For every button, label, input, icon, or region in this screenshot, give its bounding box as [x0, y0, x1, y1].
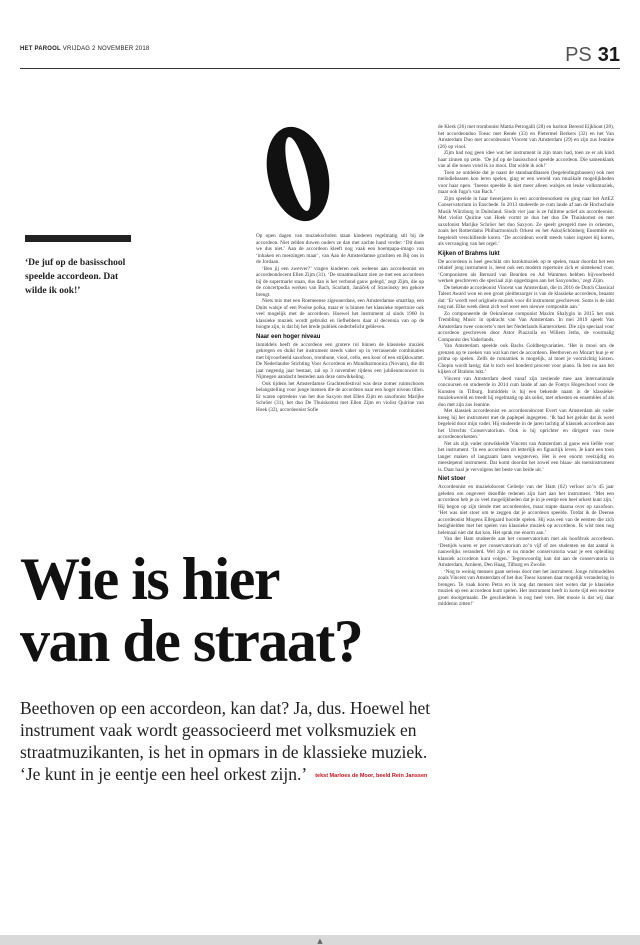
- paragraph: Van der Ham studeerde aan het conservatorium met als hoofdvak accordeon. ‘Destijds waren er per conservatorium zo’n vijf of zes studenten en dat aantal is nauwelijks veranderd. Wel zijn er nu minder conservatoria waar je een opleiding klassiek accordeon kunt volgen.’ Tegenwoordig kan dat aan de conservatoria in Amsterdam, Arnhem, Den Haag, Tilburg en Zwolle.: [438, 536, 614, 568]
- page-number: 31: [597, 44, 620, 66]
- byline-credit: tekst Marloes de Moor, beeld Rein Janssen: [315, 772, 428, 779]
- paragraph: de Klerk (26) met trombonist Mattia Petrogalli (28) en bariton Berend Eijkhout (28), het accordeonduo Toeac met Renée (33) en Pietermel Berkers (32) en het Van Amsterdam Duo met accordeonist Vincent van Amsterdam (29) en zijn zus Jeanine (26) op viool.: [438, 124, 614, 150]
- headline-line-2: van de straat?: [20, 608, 363, 674]
- intro-body: Beethoven op een accordeon, kan dat? Ja, dus. Hoewel het instrument vaak wordt geassocieerd met volksmuziek en straatmuzikanten, is het in opmars in de klassieke muziek. ‘Je kunt in je eentje een heel orkest zijn.’: [20, 698, 431, 784]
- paragraph: Net als zijn vader ontwikkelde Vincent van Amsterdam al gauw een liefde voor het instrument. ‘In een accordeon zit letterlijk en figuurlijk leven. Je kunt een toon langer maken of langzaam laten wegsterven. Het is een enorm veelzijdig en meeslepend instrument. Dat komt doordat het zowel een blaas- als toetsinstrument is. Daar haal je vervolgens het beste van beide uit.’: [438, 440, 614, 473]
- paragraph: Vincent van Amsterdam deed vanaf zijn zestiende mee aan internationale concoursen en studeerde in 2014 cum laude af aan de Fontys Hogeschool voor de Kunsten in Tilburg. Inmiddels is hij een bekende naam in de klassieke-muziekwereld en treedt hij regelmatig op als solist, met orkesten en ensembles of als duo met zijn zus Jeanine.: [438, 375, 614, 408]
- dropcap-o: [258, 122, 338, 226]
- paragraph: Niets mis met een Roemeense zigeunerdans, een Amsterdamse smartlap, een Duits walsje of een Poolse polka, maar er is binnen het klassieke repertoire ook veel mogelijk met de accordeon. Hoewel het instrument al sinds 1960 in klassieke muziek wordt gebruikt en liefhebbers daar al decennia van op de hoogte zijn, is dat bij het brede publiek onderbelicht gebleven.: [256, 298, 424, 330]
- paragraph: ‘Ben jij een zwerver?’ vragen kinderen ook weleens aan accordeonist en accordeondocent Ellen Zijm (31). ‘De straatmuzikant zien ze met een accordeon bij de supermarkt staan, dus dan is het verbond gauw gelegd,’ zegt Zijm, die op de concertpodia werken van Bach, Scarlatti, Janáček of Stravinsky ten gehore brengt.: [256, 265, 424, 298]
- paragraph: Met klassiek accordeonist en accordeondocent Evert van Amsterdam als vader kreeg hij het instrument met de paplepel ingegeten. ‘Ik had het gelukt dat ik werd begeleid door mijn vader. Hij studeerde in de jaren tachtig af klassiek accordeon aan het Utrechts Conservatorium. Ook is hij oprichter en dirigent van twee accordeonorkesten.’: [438, 408, 614, 440]
- paragraph: Ook tijdens het Amsterdamse Grachtenfestival was deze zomer ruimschoots belangstelling voor jonge mensen die de accordeon naar een hoger niveau tillen. Er waren optredens van het duo Saxyon met Ellen Zijm en saxofonist Marijke Schröer (31), het duo De Thuiskomst met Ellen Zijm en violist Quirine van Hoek (32), accordeonist Sofie: [256, 380, 424, 413]
- article-column-1: [256, 233, 424, 538]
- masthead: [20, 46, 149, 52]
- subheading: Naar een hoger niveau: [256, 333, 321, 340]
- intro-text: [20, 697, 440, 787]
- pull-quote: ‘De juf op de basisschool speelde accordeon. Dat wilde ik ook!’: [25, 258, 126, 296]
- header-rule: [20, 68, 620, 69]
- subheading: Kijken of Brahms lukt: [438, 250, 500, 257]
- paragraph: Van Amsterdam speelde ook Bachs Goldbergvariaties. ‘Het is mooi om de grenzen op te zoeken van wat kan met de accordeon. Beethoven en Mozart kun je er prima op spelen. Zelfs de romantiek is mogelijk, al moet je voorzichtig kiezen. Chopin wordt lastig; dat is toch wel honderd procent voor piano. Ik ben nu aan het kijken of Brahms lukt.’: [438, 343, 614, 375]
- section-page-number: [565, 44, 620, 67]
- masthead-date: VRIJDAG 2 NOVEMBER 2018: [62, 46, 150, 52]
- paragraph: Zo componeerde de Oekraïense componist Maxim Shalygin in 2015 het stuk Trembling Music in opdracht van Van Amsterdam. In mei 2019 speelt Van Amsterdam twee concerto’s met het Nederlands Kamerorkest. Die zijn speciaal voor accordeon geschreven door Astor Piazzolla en Willem Jeths, de voormalig Componist des Vaderlands.: [438, 310, 614, 343]
- scroll-indicator-icon[interactable]: ▲: [317, 937, 323, 945]
- paragraph: Inmiddels heeft de accordeon een grotere rol binnen de klassieke muziek gekregen en duikt het instrument steeds vaker op in verrassende combinaties met bijvoorbeeld saxofoon, trombone, viool, cello, een koor of een strijkkwartet. De Nederlandse Stichting Voor Accordeon en Mondharmonica (Novam), die dit jaar negentig jaar bestaat, zal op 3 november tijdens een jubileumconcert in Nijmegen aandacht besteden aan deze ontwikkeling.: [256, 341, 424, 380]
- pull-quote-bar: [25, 235, 131, 242]
- paragraph: Zijm speelde in haar tienerjaren in een accordeonorkest en ging naar het ArtEZ Conservatorium in Enschede. In 2013 studeerde ze cum laude af aan de Hochschule Musik Würzburg in Duitsland. Sinds vier jaar is ze fulltime actief als accordeonist. Met violist Quirine van Hoek vormt ze duo het duo De Thuiskomst en met saxofonist Marijke Schröer het duo Saxyon. Ze speelt geregeld mee in orkesten, zoals het Rotterdams Philharmonisch Orkest en het Asko|Schönberg Ensemble en begeleidt verschillende koren. ‘De accordeon wordt steeds vaker ingezet bij koren, als vervanging van het orgel.’: [438, 195, 614, 247]
- article-column-2: [438, 124, 614, 924]
- paragraph: Toen ze ontdekte dat je naast de standaardbassen (begeleidingsbassen) ook met melodiebassen kon leren spelen, ging er een wereld van muzikale mogelijkheden voor haar open. ‘Ineens speelde ik niet meer alleen walsjes en leuke volksmuziek, maar ook fuga’s van Bach.’: [438, 169, 614, 195]
- paragraph: Accordeonist en muziekdocent Gelietje van der Ham (62) verloor zo’n 45 jaar geleden om ongeveer dezelfde redenen zijn hart aan het instrument. ‘Met een accordeon heb je zo veel mogelijkheden dat je in je eentje een heel orkest kunt zijn.’ Hij begon op zijn tiende met accordeonles, maar stapte daarna over op saxofoon. ‘Het was niet stoer om te zeggen dat je accordeon speelde. Totdat ik de Deense accordeonist Mogens Ellegaard hoorde spelen. Hij was een van de eersten die zich bezighielden met het spelen van klassieke muziek op accordeon. Ik wist toen nog helemaal niet dat dat kon. Het sprak me enorm aan.’: [438, 484, 614, 536]
- paragraph: De bekende accordeonist Vincent van Amsterdam, die in 2016 de Dutch Classical Talent Award won en een groot pleitbezorger is van de klassieke accordeon, beaamt dat: ‘Er wordt veel originele muziek voor dit instrument geschreven. Soms is de inkt nog nat. Elke week dient zich wel weer een nieuwe compositie aan.’: [438, 284, 614, 310]
- paragraph: De accordeon is heel geschikt om barokmuziek op te spelen, maar doordat het een relatief jong instrument is, leent ook een modern repertoire zich er uitstekend voor. ‘Componisten als Bernard van Beurden en Ad Wammes hebben bijvoorbeeld werken geschreven die speciaal zijn opgedragen aan het Saxyonduo,’ zegt Zijm.: [438, 258, 614, 284]
- paragraph: Zijm had nog geen idee wat het instrument in zijn mars had, toen ze er als kind haar zinnen op zette. ‘De juf op de basisschool speelde accordeon. Die samenklank van al die tonen vond ik zo mooi. Dat wilde ik ook!’: [438, 150, 614, 169]
- section-label: PS: [565, 44, 592, 66]
- paragraph: Op open dagen van muziekscholen staan kinderen regelmatig stil bij de accordeon. Niet zelden duwen ouders ze dan met zachte hand verder: ‘Dit doen we dus niet.’ Aan de accordeon kleeft nog vaak een hoempapa-imago van ‘inhaken en meezingen maar’, van Aan de Amsterdamse grachten en Bij ons in de Jordaan.: [256, 233, 424, 265]
- headline: [20, 548, 440, 672]
- paragraph: ‘Nog te weinig mensen gaan serieus door met het instrument. Jonge rolmodellen zoals Vincent van Amsterdam of het duo Toeac kunnen daar mogelijk verandering in brengen. Te vaak horen Petra en ik nog dat mensen niet weten dat je klassieke muziek op een accordeon kunt spelen. Het instrument heeft in korte tijd een enorme groei doorgemaakt. De geschiedenis is nog heel vers. Het mooie is dat wij daar middenin zitten!’: [438, 568, 614, 607]
- masthead-brand: HET PAROOL: [20, 46, 61, 52]
- subheading: Niet stoer: [438, 476, 466, 482]
- headline-line-1: Wie is hier: [20, 546, 280, 612]
